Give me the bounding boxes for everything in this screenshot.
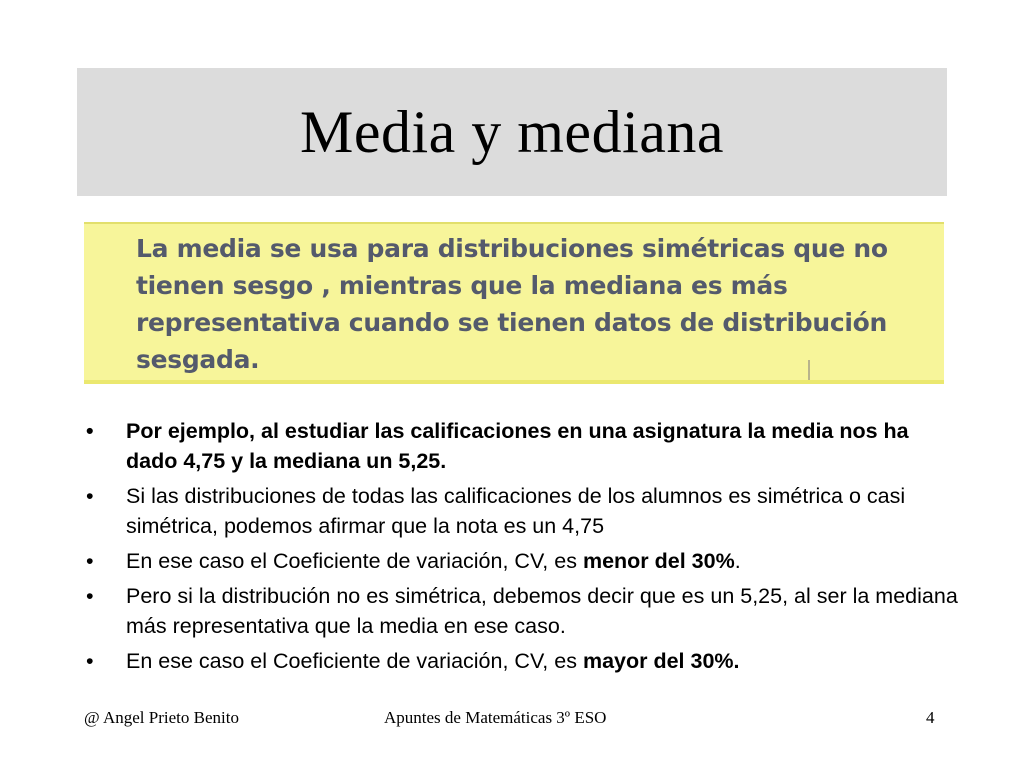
bullet-item-example — [78, 416, 958, 476]
bullet-text-end: . — [734, 549, 741, 573]
bullet-marker: • — [86, 484, 94, 508]
bullet-item-asymmetric — [78, 581, 958, 641]
bullet-text: Pero si la distribución no es simétrica, debemos decir que es un 5,25, al ser la mediana más representativa que la media en ese caso. — [126, 584, 958, 638]
title-banner — [77, 68, 947, 196]
bullet-text: En ese caso el Coeficiente de variación, CV, es — [126, 549, 583, 573]
highlight-note-text: La media se usa para distribuciones simétricas que no tienen sesgo , mientras que la mediana es más representativa cuando se tienen datos de distribución sesgada. — [136, 234, 888, 374]
footer-course: Apuntes de Matemáticas 3º ESO — [384, 708, 607, 727]
bullet-emphasis: mayor del 30%. — [582, 649, 740, 673]
bullet-item-symmetric — [78, 481, 958, 541]
bullet-marker: • — [86, 419, 94, 443]
bullet-text: Si las distribuciones de todas las calificaciones de los alumnos es simétrica o casi simétrica, podemos afirmar que la nota es un 4,75 — [126, 484, 906, 538]
bullet-text: En ese caso el Coeficiente de variación, CV, es — [126, 649, 583, 673]
footer-page-number: 4 — [926, 708, 935, 727]
bullet-marker: • — [86, 584, 94, 608]
footer-author: @ Angel Prieto Benito — [84, 708, 239, 727]
bullet-marker: • — [86, 649, 94, 673]
text-cursor-mark — [808, 360, 810, 380]
bullet-list — [78, 416, 958, 681]
bullet-item-cv-mayor — [78, 646, 958, 676]
bullet-item-cv-menor — [78, 546, 958, 576]
slide-title: Media y mediana — [299, 98, 724, 165]
bullet-emphasis: menor del 30% — [582, 549, 735, 573]
highlight-note-image — [84, 222, 944, 384]
bullet-marker: • — [86, 549, 94, 573]
bullet-text: Por ejemplo, al estudiar las calificaciones en una asignatura la media nos ha dado 4,75 y la mediana un 5,25. — [126, 419, 909, 473]
